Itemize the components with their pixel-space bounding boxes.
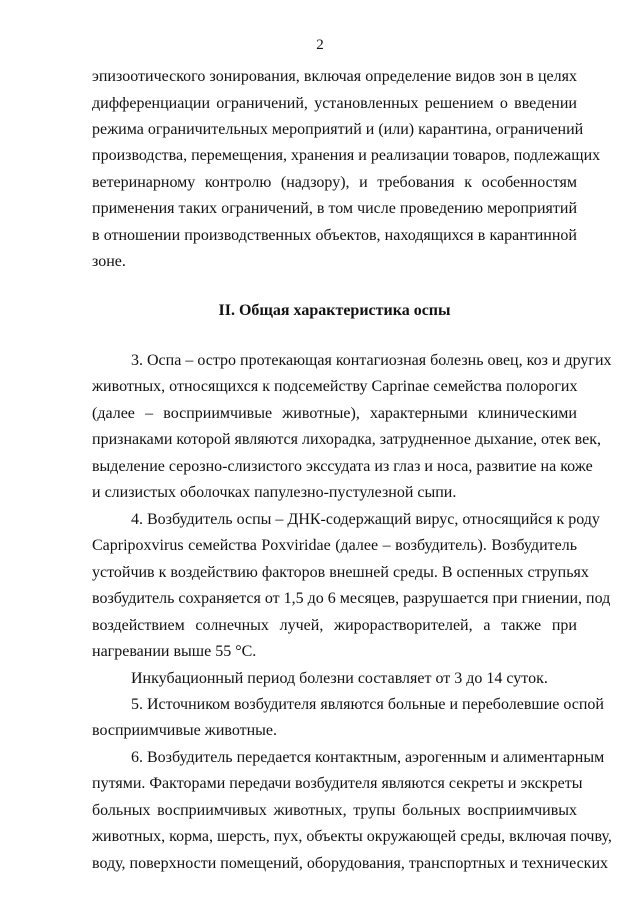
text-line: воздействием солнечных лучей, жирорастворителей, а также при bbox=[92, 617, 577, 634]
text-line: возбудитель сохраняется от 1,5 до 6 месяцев, разрушается при гниении, под bbox=[92, 590, 611, 607]
text-line: зоне. bbox=[92, 253, 126, 270]
paragraph-first-line: 3. Оспа – остро протекающая контагиозная болезнь овец, коз и других bbox=[131, 352, 612, 369]
text-line: воду, поверхности помещений, оборудования, транспортных и технических bbox=[92, 855, 609, 872]
section-heading: II. Общая характеристика оспы bbox=[218, 302, 451, 319]
text-line: восприимчивые животные. bbox=[92, 722, 278, 739]
text-line: ветеринарному контролю (надзору), и требования к особенностям bbox=[92, 174, 577, 191]
paragraph-first-line: 6. Возбудитель передается контактным, аэрогенным и алиментарным bbox=[131, 749, 605, 766]
text-line: в отношении производственных объектов, находящихся в карантинной bbox=[92, 227, 577, 244]
text-line: больных восприимчивых животных, трупы больных восприимчивых bbox=[92, 802, 577, 819]
paragraph-first-line: 4. Возбудитель оспы – ДНК-содержащий вирус, относящийся к роду bbox=[131, 511, 600, 528]
text-line: животных, корма, шерсть, пух, объекты окружающей среды, включая почву, bbox=[92, 828, 612, 845]
text-line: режима ограничительных мероприятий и (или) карантина, ограничений bbox=[92, 121, 584, 138]
paragraph-first-line: 5. Источником возбудителя являются больные и переболевшие оспой bbox=[131, 696, 604, 713]
page-number: 2 bbox=[316, 37, 324, 53]
text-line: устойчив к воздействию факторов внешней среды. В оспенных струпьях bbox=[92, 564, 589, 581]
text-line: нагревании выше 55 °С. bbox=[92, 643, 257, 660]
text-line: (далее – восприимчивые животные), характерными клиническими bbox=[92, 405, 577, 422]
text-line: Capripoxvirus семейства Poxviridae (далее – возбудитель). Возбудитель bbox=[92, 537, 577, 554]
text-line: применения таких ограничений, в том числе проведению мероприятий bbox=[92, 200, 577, 217]
text-line: животных, относящихся к подсемейству Caprinae семейства полорогих bbox=[92, 378, 578, 395]
text-line: выделение серозно-слизистого экссудата из глаз и носа, развитие на коже bbox=[92, 458, 593, 475]
text-line: и слизистых оболочках папулезно-пустулезной сыпи. bbox=[92, 484, 457, 501]
text-line: путями. Факторами передачи возбудителя являются секреты и экскреты bbox=[92, 775, 583, 792]
text-line: эпизоотического зонирования, включая определение видов зон в целях bbox=[92, 68, 577, 85]
paragraph-first-line: Инкубационный период болезни составляет от 3 до 14 суток. bbox=[131, 670, 548, 687]
text-line: дифференциации ограничений, установленных решением о введении bbox=[92, 95, 577, 112]
text-line: производства, перемещения, хранения и реализации товаров, подлежащих bbox=[92, 147, 601, 164]
text-line: признаками которой являются лихорадка, затрудненное дыхание, отек век, bbox=[92, 431, 601, 448]
